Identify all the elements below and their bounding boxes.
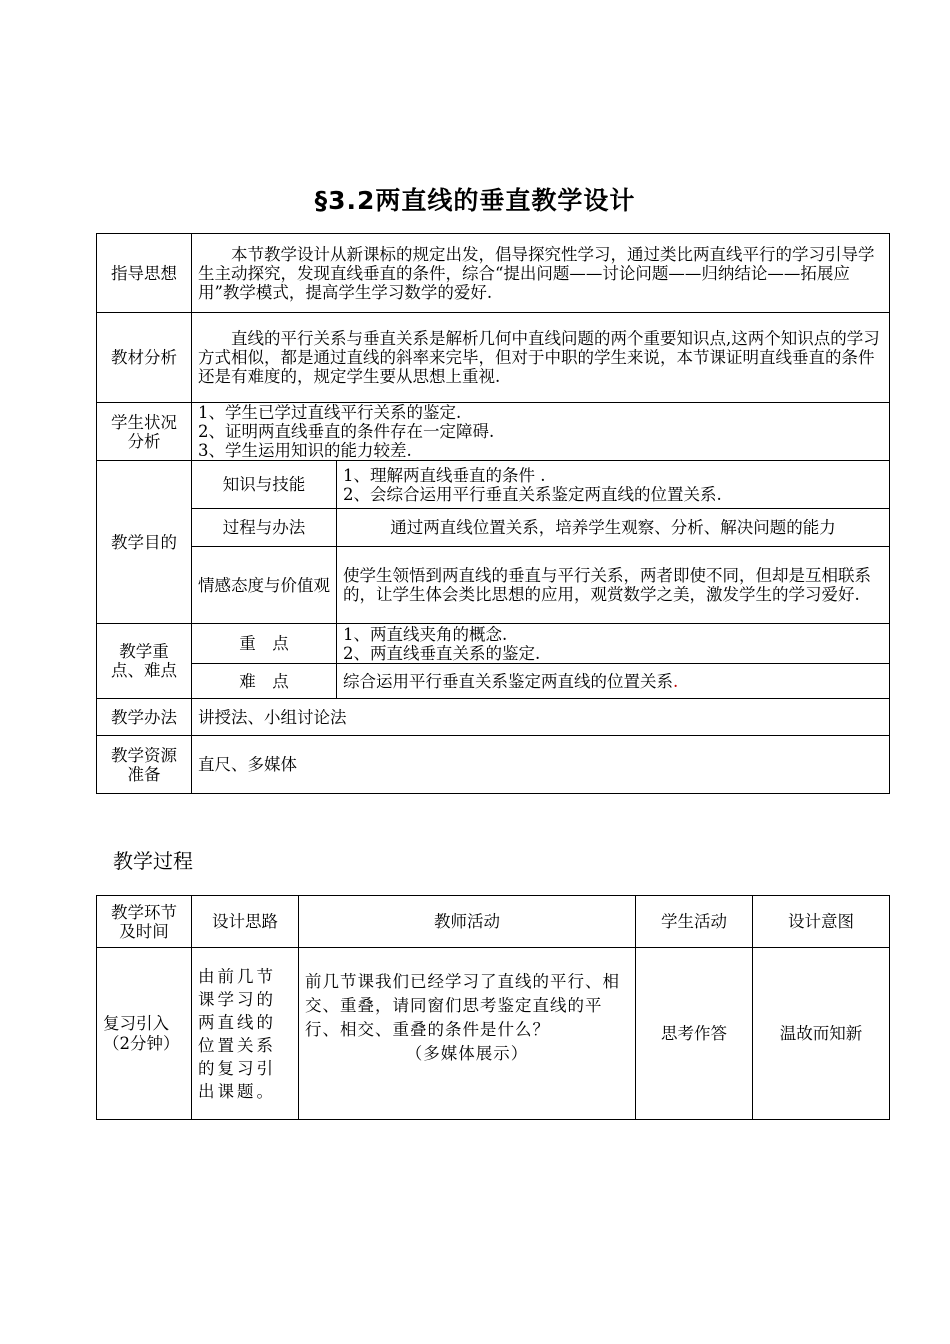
students-line: 3、学生运用知识的能力较差. <box>198 441 412 460</box>
row-goal-emotion <box>97 547 890 624</box>
teacher-note: （多媒体展示） <box>405 1044 529 1063</box>
knowledge-text <box>337 461 890 509</box>
process-text: 通过两直线位置关系，培养学生观察、分析、解决问题的能力 <box>337 509 890 547</box>
row-students <box>97 403 890 461</box>
page-title: §3.2两直线的垂直教学设计 <box>314 186 636 215</box>
stage-cell: 复习引入（2分钟） <box>97 948 192 1120</box>
intent-cell: 温故而知新 <box>753 948 890 1120</box>
process-label: 过程与办法 <box>192 509 337 547</box>
difficulty-cell <box>337 664 890 699</box>
key-label: 教学重点、难点 <box>97 624 192 699</box>
resources-label: 教学资源准备 <box>97 736 192 794</box>
header-intent: 设计意图 <box>753 896 890 948</box>
method-label: 教学办法 <box>97 699 192 736</box>
knowledge-label: 知识与技能 <box>192 461 337 509</box>
difficulty-label: 难 点 <box>192 664 337 699</box>
design-table <box>96 233 890 794</box>
section-title: 教学过程 <box>113 849 193 873</box>
resources-text: 直尺、多媒体 <box>192 736 890 794</box>
row-resources <box>97 736 890 794</box>
guide-text: 本节教学设计从新课标的规定出发，倡导探究性学习，通过类比两直线平行的学习引导学生主动探究，发现直线垂直的条件，综合“提出问题——讨论问题——归纳结论——拓展应用”教学模式，提高学生学习数学的爱好. <box>192 234 890 313</box>
knowledge-line: 2、会综合运用平行垂直关系鉴定两直线的位置关系. <box>343 484 722 504</box>
header-teacher: 教师活动 <box>299 896 636 948</box>
focus-label: 重 点 <box>192 624 337 664</box>
students-line: 1、学生已学过直线平行关系的鉴定. <box>198 403 462 422</box>
teacher-cell <box>299 948 636 1120</box>
guide-label: 指导思想 <box>97 234 192 313</box>
focus-text <box>337 624 890 664</box>
student-cell: 思考作答 <box>636 948 753 1120</box>
teacher-text: 前几节课我们已经学习了直线的平行、相交、重叠，请同窗们思考鉴定直线的平行、相交、重叠的条件是什么？ <box>305 972 620 1039</box>
design-cell: 由前几节课学习的两直线的位置关系的复习引出课题。 <box>192 948 299 1120</box>
emotion-label: 情感态度与价值观 <box>192 547 337 624</box>
method-text: 讲授法、小组讨论法 <box>192 699 890 736</box>
students-label: 学生状况分析 <box>97 403 192 461</box>
difficulty-text: 综合运用平行垂直关系鉴定两直线的位置关系 <box>343 671 673 691</box>
focus-line: 1、两直线夹角的概念. <box>343 624 508 644</box>
row-goal-process <box>97 509 890 547</box>
knowledge-line: 1、理解两直线垂直的条件 . <box>343 465 546 485</box>
table-row <box>97 948 890 1120</box>
students-text <box>192 403 890 461</box>
row-goal-knowledge <box>97 461 890 509</box>
header-row <box>97 896 890 948</box>
material-text: 直线的平行关系与垂直关系是解析几何中直线问题的两个重要知识点,这两个知识点的学习方式相似，都是通过直线的斜率来完毕，但对于中职的学生来说，本节课证明直线垂直的条件还是有难度的，规定学生要从思想上重视. <box>192 313 890 403</box>
header-stage: 教学环节及时间 <box>97 896 192 948</box>
header-student: 学生活动 <box>636 896 753 948</box>
row-key-focus <box>97 624 890 664</box>
focus-line: 2、两直线垂直关系的鉴定. <box>343 643 541 663</box>
row-key-difficulty <box>97 664 890 699</box>
goals-label: 教学目的 <box>97 461 192 624</box>
students-line: 2、证明两直线垂直的条件存在一定障碍. <box>198 422 495 441</box>
process-table <box>96 895 890 1120</box>
material-label: 教材分析 <box>97 313 192 403</box>
row-material <box>97 313 890 403</box>
difficulty-end: . <box>673 671 679 691</box>
header-design: 设计思路 <box>192 896 299 948</box>
row-method <box>97 699 890 736</box>
emotion-text: 使学生领悟到两直线的垂直与平行关系，两者即使不同，但却是互相联系的，让学生体会类比思想的应用，观赏数学之美，激发学生的学习爱好. <box>337 547 890 624</box>
row-guide <box>97 234 890 313</box>
